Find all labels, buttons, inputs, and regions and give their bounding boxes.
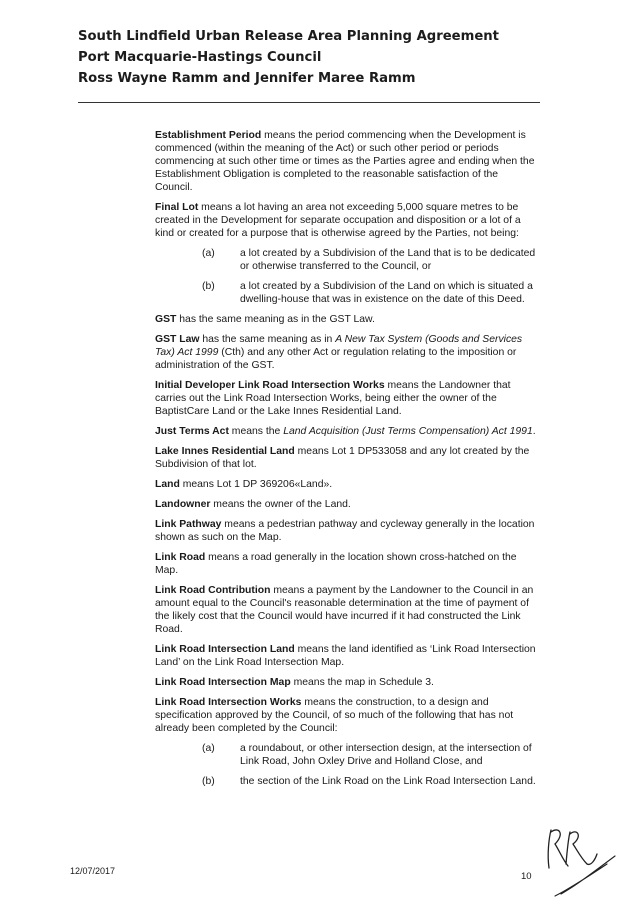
- definition-just-terms-act: [155, 425, 537, 438]
- definition-gst-law: [155, 333, 537, 372]
- definition-intersection-works: [155, 696, 537, 735]
- sub-item-label: (b): [202, 776, 215, 787]
- sub-item: [155, 247, 537, 273]
- definition-text: (Cth) and any other Act or regulation relating to the imposition or administration of the GST.: [155, 347, 517, 371]
- council-name: Port Macquarie-Hastings Council: [78, 50, 322, 65]
- definition-term: GST: [155, 314, 177, 325]
- definition-term: Link Pathway: [155, 519, 222, 530]
- definition-text: means a pedestrian pathway and cycleway generally in the location shown as such on the Map.: [155, 519, 535, 543]
- definition-lake-innes: [155, 445, 537, 471]
- definition-term: Link Road Intersection Land: [155, 644, 295, 655]
- definition-text: means the Landowner that carries out the Link Road Intersection Works, being either the owner of the BaptistCare Land or the Lake Innes Residential Land.: [155, 380, 511, 417]
- act-title: A New Tax System (Goods and Services Tax) Act 1999: [155, 334, 523, 358]
- sub-item-text: a roundabout, or other intersection design, at the intersection of Link Road, John Oxley Drive and Holland Close, and: [240, 743, 532, 767]
- definitions-body: [155, 129, 537, 795]
- definition-term: Initial Developer Link Road Intersection Works: [155, 380, 385, 391]
- definition-text: has the same meaning as in: [199, 334, 336, 345]
- definition-intersection-land: [155, 643, 537, 669]
- definition-text: means the period commencing when the Development is commenced (within the meaning of the Act) or such other period or periods commencing at such other time or times as the Parties agree and ending when the Establishment Obligation is completed to the reasonable satisfaction of the Council.: [155, 130, 535, 193]
- definition-text: means the map in Schedule 3.: [290, 677, 434, 688]
- sub-item-label: (b): [202, 281, 215, 292]
- page-number: 10: [521, 871, 532, 882]
- definition-term: Lake Innes Residential Land: [155, 446, 295, 457]
- definition-term: Link Road: [155, 552, 206, 563]
- definition-link-pathway: [155, 518, 537, 544]
- definition-text: means Lot 1 DP 369206«Land».: [179, 479, 333, 490]
- act-title: Land Acquisition (Just Terms Compensation) Act 1991: [283, 426, 533, 437]
- definition-link-road-contribution: [155, 584, 537, 636]
- sub-item: [155, 742, 537, 768]
- definition-term: Establishment Period: [155, 130, 262, 141]
- definition-term: Just Terms Act: [155, 426, 229, 437]
- header-divider: [78, 102, 540, 103]
- sub-item: [155, 280, 537, 306]
- sub-item-label: (a): [202, 743, 215, 754]
- definition-text: means a lot having an area not exceeding 5,000 square metres to be created in the Development for separate occupation and disposition or a lot of a kind or created for a purpose that is otherwise agreed by the Parties, not being:: [155, 202, 521, 239]
- definition-term: GST Law: [155, 334, 200, 345]
- definition-initial-developer: [155, 379, 537, 418]
- definition-intersection-map: [155, 676, 537, 689]
- definition-text: .: [532, 426, 536, 437]
- sub-item-text: a lot created by a Subdivision of the Land on which is situated a dwelling-house that was in existence on the date of this Deed.: [240, 281, 533, 305]
- sub-item-text: the section of the Link Road on the Link Road Intersection Land.: [240, 776, 536, 787]
- definition-term: Land: [155, 479, 180, 490]
- definition-term: Landowner: [155, 499, 211, 510]
- sub-item: [155, 775, 537, 788]
- definition-text: means a payment by the Landowner to the Council in an amount equal to the Council's reasonable determination at the time of payment of the likely cost that the Council would have incurred if it had constructed the Link Road.: [155, 585, 534, 635]
- definition-text: has the same meaning as in the GST Law.: [176, 314, 375, 325]
- definition-land: [155, 478, 537, 491]
- sub-item-label: (a): [202, 248, 215, 259]
- definition-term: Final Lot: [155, 202, 199, 213]
- definition-landowner: [155, 498, 537, 511]
- definition-term: Link Road Contribution: [155, 585, 271, 596]
- definition-text: means the: [228, 426, 284, 437]
- definition-link-road: [155, 551, 537, 577]
- definition-text: means a road generally in the location shown cross-hatched on the Map.: [155, 552, 517, 576]
- definition-final-lot: [155, 201, 537, 240]
- agreement-title: South Lindfield Urban Release Area Planning Agreement: [78, 29, 499, 44]
- definition-text: means the land identified as ‘Link Road Intersection Land’ on the Link Road Intersection Map.: [155, 644, 536, 668]
- definition-text: means the owner of the Land.: [210, 499, 351, 510]
- definition-term: Link Road Intersection Map: [155, 677, 291, 688]
- handwritten-initials-signature: [535, 820, 620, 900]
- definition-establishment-period: [155, 129, 537, 194]
- definition-gst: [155, 313, 537, 326]
- definition-term: Link Road Intersection Works: [155, 697, 302, 708]
- definition-text: means Lot 1 DP533058 and any lot created by the Subdivision of that lot.: [155, 446, 530, 470]
- sub-item-text: a lot created by a Subdivision of the Land that is to be dedicated or otherwise transferred to the Council, or: [240, 248, 536, 272]
- document-header: [78, 26, 499, 89]
- party-names: Ross Wayne Ramm and Jennifer Maree Ramm: [78, 71, 416, 86]
- definition-text: means the construction, to a design and specification approved by the Council, of so much of the following that has not already been completed by the Council:: [155, 697, 514, 734]
- document-date: 12/07/2017: [70, 866, 116, 876]
